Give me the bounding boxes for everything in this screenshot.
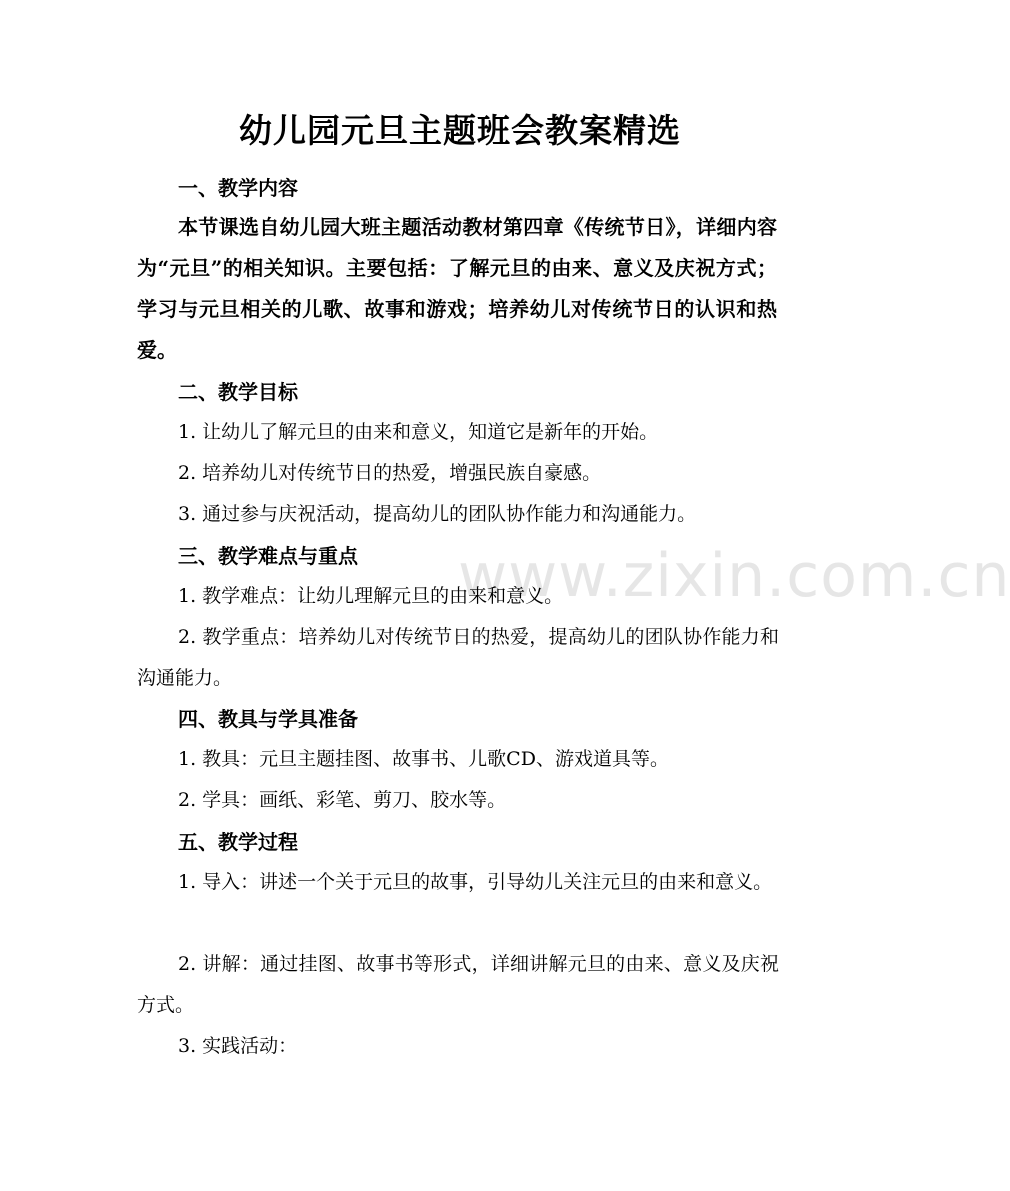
list-item: 3. 通过参与庆祝活动，提高幼儿的团队协作能力和沟通能力。	[178, 503, 697, 525]
list-item: 1. 导入：讲述一个关于元旦的故事，引导幼儿关注元旦的由来和意义。	[178, 871, 773, 893]
list-item: 1. 教具：元旦主题挂图、故事书、儿歌CD、游戏道具等。	[178, 748, 669, 770]
list-item: 2. 教学重点：培养幼儿对传统节日的热爱，提高幼儿的团队协作能力和沟通能力。	[137, 626, 779, 689]
watermark: www.zixin.com.cn	[458, 541, 1010, 611]
section-heading: 五、教学过程	[178, 830, 298, 854]
list-item: 2. 学具：画纸、彩笔、剪刀、胶水等。	[178, 789, 507, 811]
section-heading: 四、教具与学具准备	[178, 707, 358, 731]
section-heading: 三、教学难点与重点	[178, 544, 358, 568]
list-item: 2. 讲解：通过挂图、故事书等形式，详细讲解元旦的由来、意义及庆祝方式。	[137, 953, 779, 1016]
list-item: 1. 让幼儿了解元旦的由来和意义，知道它是新年的开始。	[178, 421, 659, 443]
page-title: 幼儿园元旦主题班会教案精选	[239, 111, 681, 150]
section-heading: 二、教学目标	[178, 380, 298, 404]
section-heading: 一、教学内容	[178, 176, 298, 200]
list-item: 3. 实践活动：	[178, 1035, 298, 1057]
list-item: 2. 培养幼儿对传统节日的热爱，增强民族自豪感。	[178, 462, 602, 484]
section-paragraph: 本节课选自幼儿园大班主题活动教材第四章《传统节日》，详细内容为“元旦”的相关知识。主要包括：了解元旦的由来、意义及庆祝方式；学习与元旦相关的儿歌、故事和游戏；培养幼儿对传统节日的认识和热爱。	[137, 215, 777, 362]
list-item: 1. 教学难点：让幼儿理解元旦的由来和意义。	[178, 585, 564, 607]
